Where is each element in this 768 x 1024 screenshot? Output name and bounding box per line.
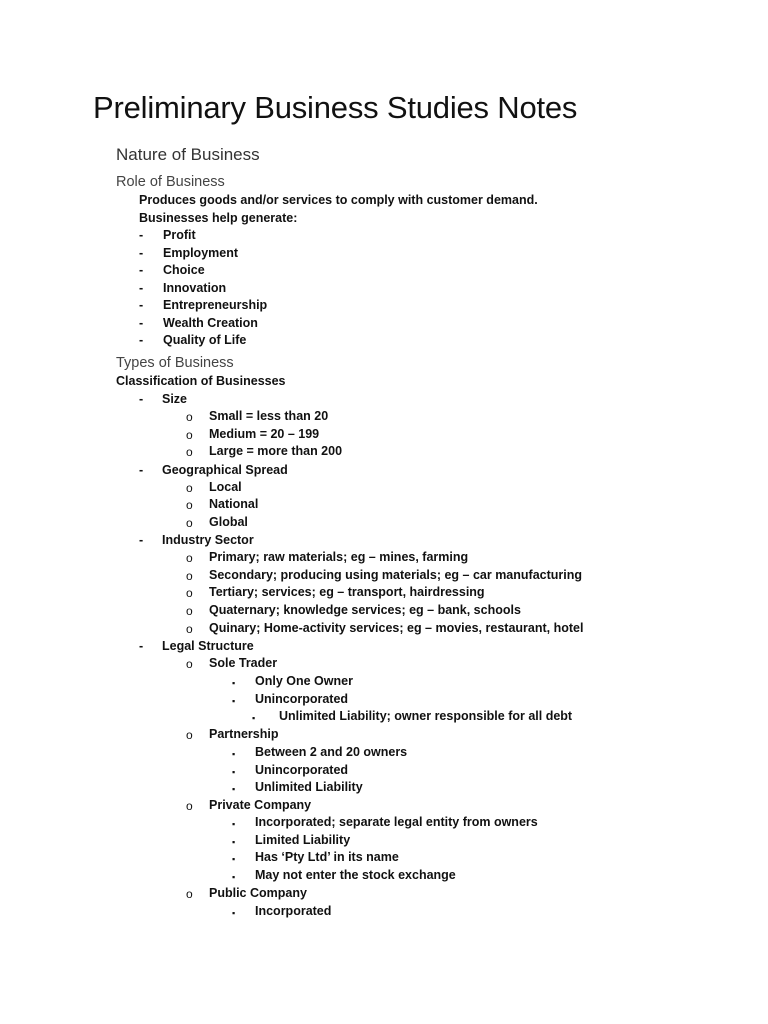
circle-bullet: o: [186, 622, 193, 636]
list-item: Size: [162, 392, 188, 406]
circle-bullet: o: [186, 481, 193, 495]
list-item: Innovation: [163, 281, 227, 295]
list-item: Tertiary; services; eg – transport, hairdressing: [209, 585, 485, 599]
circle-bullet: o: [186, 586, 193, 600]
subsection-heading: Role of Business: [116, 174, 225, 190]
circle-bullet: o: [186, 569, 193, 583]
list-item: Between 2 and 20 owners: [255, 745, 408, 759]
list-item: Unincorporated: [255, 692, 349, 706]
circle-bullet: o: [186, 728, 193, 742]
square-bullet: ▪: [232, 749, 236, 759]
list-item: Global: [209, 515, 248, 529]
dash-bullet: -: [139, 533, 144, 547]
dash-bullet: -: [139, 263, 144, 277]
list-item: Large = more than 200: [209, 444, 343, 458]
circle-bullet: o: [186, 887, 193, 901]
dash-bullet: -: [139, 246, 144, 260]
paragraph: Classification of Businesses: [116, 374, 286, 388]
dash-bullet: -: [139, 298, 144, 312]
list-item: Secondary; producing using materials; eg – car manufacturing: [209, 568, 582, 582]
dash-bullet: -: [139, 281, 144, 295]
list-item: Quinary; Home-activity services; eg – movies, restaurant, hotel: [209, 621, 584, 635]
circle-bullet: o: [186, 799, 193, 813]
square-bullet: ▪: [252, 713, 256, 723]
square-bullet: ▪: [232, 678, 236, 688]
circle-bullet: o: [186, 551, 193, 565]
square-bullet: ▪: [232, 872, 236, 882]
list-item: Medium = 20 – 199: [209, 427, 320, 441]
dash-bullet: -: [139, 639, 144, 653]
dash-bullet: -: [139, 463, 144, 477]
dash-bullet: -: [139, 392, 144, 406]
list-item: Unlimited Liability; owner responsible for all debt: [279, 709, 573, 723]
list-item: Small = less than 20: [209, 409, 329, 423]
list-item: Quaternary; knowledge services; eg – bank, schools: [209, 603, 521, 617]
list-item: Wealth Creation: [163, 316, 258, 330]
list-item: Primary; raw materials; eg – mines, farming: [209, 550, 469, 564]
list-item: Unlimited Liability: [255, 780, 363, 794]
square-bullet: ▪: [232, 819, 236, 829]
circle-bullet: o: [186, 498, 193, 512]
circle-bullet: o: [186, 516, 193, 530]
list-item: Employment: [163, 246, 239, 260]
list-item: Profit: [163, 228, 196, 242]
subsection-heading: Types of Business: [116, 355, 234, 371]
list-item: Only One Owner: [255, 674, 353, 688]
square-bullet: ▪: [232, 784, 236, 794]
list-item: Entrepreneurship: [163, 298, 268, 312]
list-item: May not enter the stock exchange: [255, 868, 456, 882]
circle-bullet: o: [186, 657, 193, 671]
square-bullet: ▪: [232, 854, 236, 864]
list-item: Legal Structure: [162, 639, 254, 653]
list-item: Partnership: [209, 727, 279, 741]
list-item: Limited Liability: [255, 833, 351, 847]
paragraph: Businesses help generate:: [139, 211, 298, 225]
list-item: Geographical Spread: [162, 463, 288, 477]
list-item: Private Company: [209, 798, 312, 812]
circle-bullet: o: [186, 410, 193, 424]
list-item: Local: [209, 480, 242, 494]
dash-bullet: -: [139, 333, 144, 347]
list-item: Incorporated; separate legal entity from owners: [255, 815, 538, 829]
list-item: Unincorporated: [255, 763, 349, 777]
section-heading: Nature of Business: [116, 145, 260, 164]
dash-bullet: -: [139, 228, 144, 242]
square-bullet: ▪: [232, 837, 236, 847]
square-bullet: ▪: [232, 696, 236, 706]
list-item: Public Company: [209, 886, 307, 900]
dash-bullet: -: [139, 316, 144, 330]
list-item: Has ‘Pty Ltd’ in its name: [255, 850, 399, 864]
list-item: Sole Trader: [209, 656, 278, 670]
circle-bullet: o: [186, 445, 193, 459]
paragraph: Produces goods and/or services to comply with customer demand.: [139, 193, 538, 207]
circle-bullet: o: [186, 428, 193, 442]
list-item: National: [209, 497, 259, 511]
page-title: Preliminary Business Studies Notes: [93, 90, 578, 125]
list-item: Incorporated: [255, 904, 332, 918]
square-bullet: ▪: [232, 908, 236, 918]
list-item: Industry Sector: [162, 533, 254, 547]
square-bullet: ▪: [232, 767, 236, 777]
list-item: Quality of Life: [163, 333, 247, 347]
circle-bullet: o: [186, 604, 193, 618]
list-item: Choice: [163, 263, 205, 277]
